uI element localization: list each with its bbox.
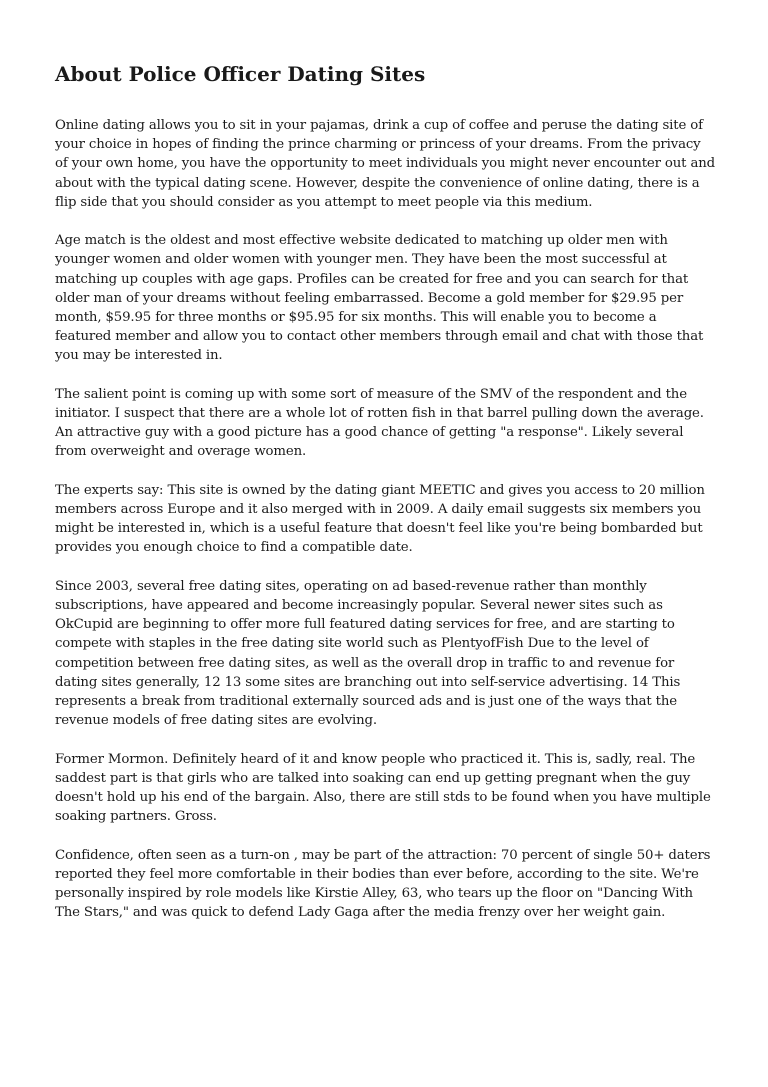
paragraph-salient-point: The salient point is coming up with some sort of measure of the SMV of the respondent and the initiator. I suspect that there are a whole lot of rotten fish in that barrel pulling down the average. An attractive guy with a good picture has a good chance of getting "a response". Likely several from overweight and overage women. bbox=[55, 386, 704, 460]
paragraph-confidence: Confidence, often seen as a turn-on , may be part of the attraction: 70 percent of single 50+ daters reported they feel more comfortable in their bodies than ever before, according to the site. We're personally inspired by role models like Kirstie Alley, 63, who tears up the floor on "Dancing With The Stars," and was quick to defend Lady Gaga after the media frenzy over her weight gain. bbox=[55, 847, 711, 921]
paragraph-experts-say: The experts say: This site is owned by the dating giant MEETIC and gives you access to 20 million members across Europe and it also merged with in 2009. A daily email suggests six members you might be interested in, which is a useful feature that doesn't feel like you're being bombarded but provides you enough choice to find a compatible date. bbox=[55, 482, 705, 556]
paragraph-intro: Online dating allows you to sit in your pajamas, drink a cup of coffee and peruse the dating site of your choice in hopes of finding the prince charming or princess of your dreams. From the privacy of your own home, you have the opportunity to meet individuals you might never encounter out and about with the typical dating scene. However, despite the convenience of online dating, there is a flip side that you should consider as you attempt to meet people via this medium. bbox=[55, 118, 716, 210]
document-title: About Police Officer Dating Sites bbox=[55, 62, 426, 86]
paragraph-age-match: Age match is the oldest and most effective website dedicated to matching up older men with younger women and older women with younger men. They have been the most successful at matching up couples with age gaps. Profiles can be created for free and you can search for that older man of your dreams without feeling embarrassed. Become a gold member for $29.95 per month, $59.95 for three months or $95.95 for six months. This will enable you to become a featured member and allow you to contact other members through email and chat with those that you may be interested in. bbox=[55, 233, 704, 364]
paragraph-free-sites: Since 2003, several free dating sites, operating on ad based-revenue rather than monthly subscriptions, have appeared and become increasingly popular. Several newer sites such as OkCupid are beginning to offer more full featured dating services for free, and are starting to compete with staples in the free dating site world such as PlentyofFish Due to the level of competition between free dating sites, as well as the overall drop in traffic to and revenue for dating sites generally, 12 13 some sites are branching out into self-service advertising. 14 This represents a break from traditional externally sourced ads and is just one of the ways that the revenue models of free dating sites are evolving. bbox=[55, 578, 681, 729]
paragraph-former-mormon: Former Mormon. Definitely heard of it and know people who practiced it. This is, sadly, real. The saddest part is that girls who are talked into soaking can end up getting pregnant when the guy doesn't hold up his end of the bargain. Also, there are still stds to be found when you have multiple soaking partners. Gross. bbox=[55, 751, 711, 825]
document-page bbox=[55, 60, 715, 942]
